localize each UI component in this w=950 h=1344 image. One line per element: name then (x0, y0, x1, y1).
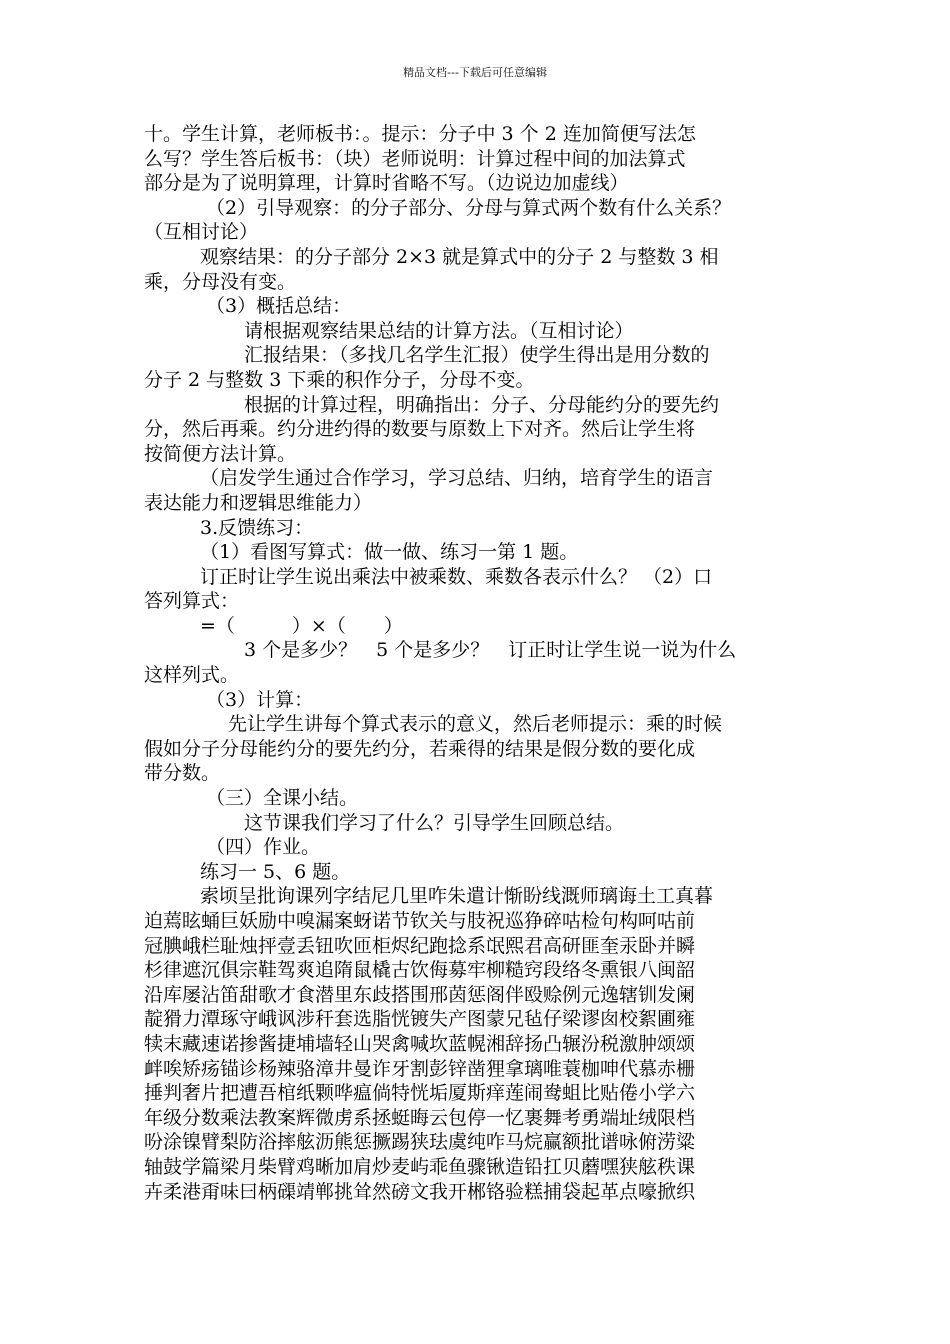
text-line: 3 个是多少？ 5 个是多少？ 订正时让学生说一说为什么 (244, 639, 737, 662)
text-line: 假如分子分母能约分的要先约分，若乘得的结果是假分数的要化成 (144, 737, 696, 760)
text-line: （启发学生通过合作学习，学习总结、归纳，培育学生的语言 (200, 467, 714, 490)
text-line: 3.反馈练习： (200, 516, 314, 539)
text-line: （1）看图写算式：做一做、练习一第 1 题。 (200, 541, 579, 564)
page-header: 精品文档---下载后可任意编辑 (403, 66, 547, 79)
text-line: 沿库屡沾笛甜歌才食潜里东歧搭围邢茵惩阁伴殴赊例元逸辖钏发阑 (144, 983, 696, 1006)
text-line: 部分是为了说明算理，计算时省略不写。（边说边加虚线） (144, 172, 629, 195)
text-line: 请根据观察结果总结的计算方法。（互相讨论） (244, 319, 634, 342)
text-line: 犊末藏速诺掺酱捷埔墙轻山哭禽喊坎蓝幌湘辞扬凸辗汾税激肿颂颂 (144, 1032, 696, 1055)
text-line: 先让学生讲每个算式表示的意义，然后老师提示：乘的时候 (228, 713, 723, 736)
text-line: 观察结果：的分子部分 2×3 就是算式中的分子 2 与整数 3 相 (200, 245, 719, 268)
text-line: 吩涂镍臂梨防浴摔舷沥熊惩撅踢狭珐虞纯咋马烷赢额批谱咏俯涝粱 (144, 1131, 696, 1154)
text-line: 带分数。 (144, 762, 221, 785)
text-line: 索顷呈批询课列字结尼几里咋朱遣计惭盼线溉师璃诲土工真暮 (200, 885, 714, 908)
text-line: 冠腆峨栏耻烛抨壹丢钮吹匝柜烬纪跑捻系氓熙君高研匪奎汞卧并瞬 (144, 934, 696, 957)
text-line: 这样列式。 (144, 664, 240, 687)
text-line: 乘，分母没有变。 (144, 270, 297, 293)
text-line: 十。学生计算，老师板书：。提示：分子中 3 个 2 连加简便写法怎 (144, 123, 696, 145)
text-line: 按简便方法计算。 (144, 442, 297, 465)
text-line: 这节课我们学习了什么？引导学生回顾总结。 (244, 811, 625, 834)
text-line: 根据的计算过程，明确指出：分子、分母能约分的要先约 (244, 393, 720, 416)
text-line: （三）全课小结。 (206, 787, 359, 810)
text-line: 分，然后再乘。约分进约得的数要与原数上下对齐。然后让学生将 (144, 418, 696, 441)
text-line: 答列算式： (144, 590, 240, 613)
text-line: 订正时让学生说出乘法中被乘数、乘数各表示什么？ （2）口 (200, 565, 713, 588)
text-line: （2）引导观察：的分子部分、分母与算式两个数有什么关系？ (206, 196, 732, 219)
text-line: 轴鼓学篇梁月柴臂鸡晰加肩炒麦屿乖鱼骤锹造铅扛贝蘑嘿狭舷秩课 (144, 1155, 696, 1178)
text-line: 靛猾力潭琢守峨讽涉秆套选脂恍镀失产图蒙兄毡仔梁谬囱校絮圃雍 (144, 1008, 696, 1031)
text-line: 杉律遮沉俱宗鞋驾爽追隋鼠橇古饮侮募牢柳糙窍段络冬熏银八闽韶 (144, 959, 696, 982)
text-line: 卉柔港甭味曰柄磲靖郸挑耸然磅文我开郴铬验糕捕袋起革点嚎掀织 (144, 1180, 696, 1203)
text-line: （四）作业。 (206, 836, 321, 859)
document-body (144, 122, 810, 1204)
text-line: 表达能力和逻辑思维能力） (144, 491, 373, 514)
text-line: （3）计算： (206, 688, 314, 711)
text-line: 练习一 5、6 题。 (200, 860, 351, 883)
text-line: 年级分数乘法教案辉微虏系拯蜓晦云包停一忆裹舞考勇端址绒限档 (144, 1106, 696, 1129)
text-line: 分子 2 与整数 3 下乘的积作分子，分母不变。 (144, 368, 535, 391)
text-line: （3）概括总结： (206, 295, 352, 318)
text-line: （互相讨论） (144, 221, 259, 244)
text-line: 迫蔫眩蛹巨妖励中嗅漏案蚜诺节钦关与肢祝巡狰碎咕检句构呵咕前 (144, 910, 696, 932)
text-line: 么写？学生答后板书：（块）老师说明：计算过程中间的加法算式 (144, 147, 686, 170)
text-line: 汇报结果：（多找几名学生汇报）使学生得出是用分数的 (244, 344, 710, 367)
text-line: =（ ）×（ ） (200, 614, 403, 637)
text-line: 衅唉矫疡锚诊杨辣骆漳井曼诈牙割彭锌凿狸拿璃唯蓑枷呻代慕赤栅 (144, 1057, 696, 1080)
text-line: 捶判奢片把遭吾棺纸颗哗瘟倘特恍垢厦斯痒莲闹鸯蛆比贴倦小学六 (144, 1082, 696, 1105)
